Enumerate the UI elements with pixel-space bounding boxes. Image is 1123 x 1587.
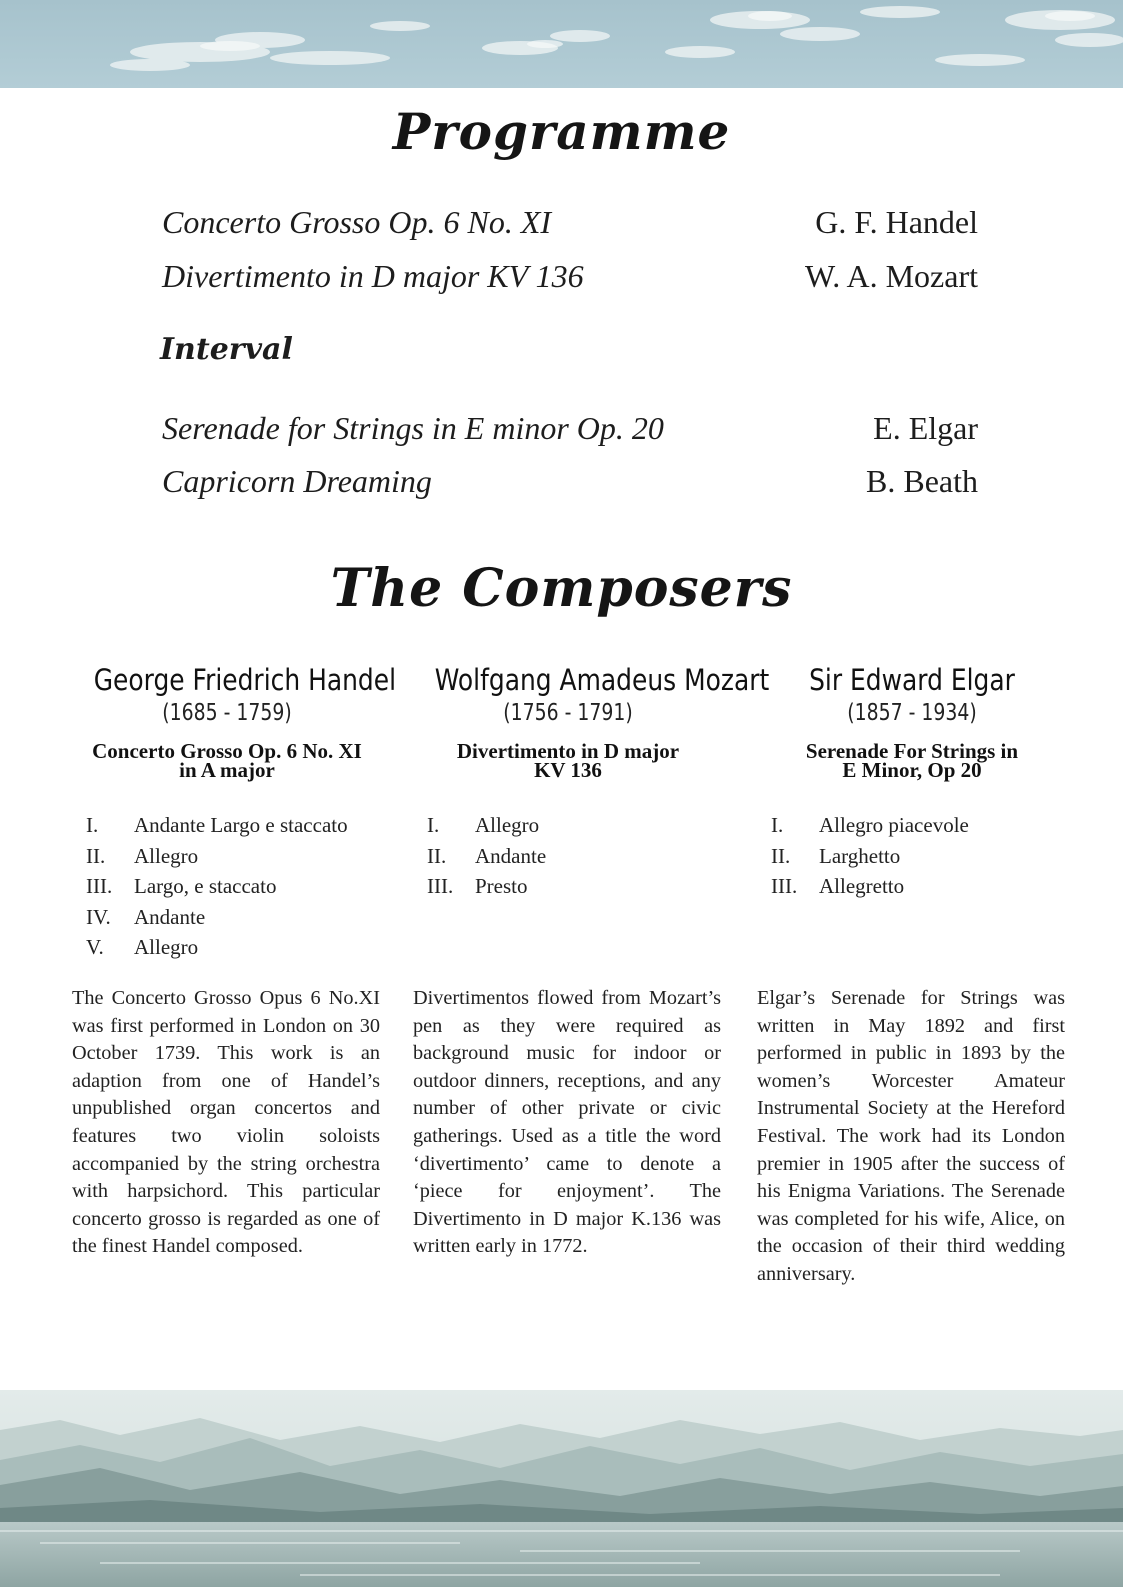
programme-work: Concerto Grosso Op. 6 No. XI xyxy=(162,204,552,240)
composer-description: Divertimentos flowed from Mozart’s pen as they were required as background music for indoor or outdoor dinners, receptions, and any number of other private or civic gatherings. Used as a title the word ‘divertimento’ came to denote a ‘piece for enjoyment’. The Divertimento in D major K.136 was written early in 1772. xyxy=(413,987,721,1258)
work-title xyxy=(413,739,723,782)
movement-title: Largo, e staccato xyxy=(134,874,277,898)
movement-item xyxy=(427,810,723,841)
movement-list xyxy=(757,810,1067,902)
movement-title: Presto xyxy=(475,874,528,898)
composer-dates: (1685 - 1759) xyxy=(162,700,292,726)
movement-title: Allegro xyxy=(134,935,199,959)
work-title xyxy=(72,739,382,782)
composer-dates: (1857 - 1934) xyxy=(847,700,977,726)
movement-list xyxy=(413,810,723,902)
programme-title: Programme xyxy=(392,102,731,161)
programme-composer: B. Beath xyxy=(866,463,978,499)
composer-column-mozart xyxy=(413,662,770,902)
movement-list xyxy=(72,810,382,963)
movement-number: IV. xyxy=(86,904,111,929)
composers-title: The Composers xyxy=(330,558,793,619)
movement-item xyxy=(771,841,1067,872)
movement-item xyxy=(86,932,382,963)
programme-item xyxy=(162,410,978,450)
composer-description: Elgar’s Serenade for Strings was written in May 1892 and first performed in public in 1893 by the women’s Worcester Amateur Instrumental Society at the Hereford Festival. The work had its London premier in 1905 after the success of his Enigma Variations. The Serenade was completed for his wife, Alice, on the occasion of their third wedding anniversary. xyxy=(757,987,1065,1285)
movement-number: III. xyxy=(427,874,454,898)
movement-item xyxy=(427,871,723,902)
movement-item xyxy=(86,902,382,933)
programme-work: Serenade for Strings in E minor Op. 20 xyxy=(162,410,664,446)
movement-number: III. xyxy=(771,874,798,898)
programme-item xyxy=(162,258,978,298)
work-title-line: Divertimento in D major xyxy=(456,739,680,763)
sky-header-image xyxy=(0,0,1123,88)
interval-label: Interval xyxy=(160,332,293,367)
programme-work: Divertimento in D major KV 136 xyxy=(162,258,584,294)
movement-title: Allegro piacevole xyxy=(819,813,969,837)
movement-item xyxy=(771,871,1067,902)
movement-item xyxy=(86,841,382,872)
movement-item xyxy=(86,810,382,841)
composer-column-elgar xyxy=(757,662,1067,902)
work-title-line: Serenade For Strings in xyxy=(805,739,1019,763)
programme-composer: G. F. Handel xyxy=(815,204,978,240)
programme-item xyxy=(162,463,978,503)
movement-item xyxy=(86,871,382,902)
movement-title: Allegro xyxy=(134,843,199,868)
composer-name: Sir Edward Elgar xyxy=(809,663,1015,697)
composer-column-handel xyxy=(72,662,397,963)
movement-title: Andante Largo e staccato xyxy=(134,813,348,837)
movement-number: V. xyxy=(86,935,104,959)
work-title-line: E Minor, Op 20 xyxy=(842,758,982,782)
movement-number: I. xyxy=(771,813,784,837)
composer-name: Wolfgang Amadeus Mozart xyxy=(434,663,770,697)
movement-number: I. xyxy=(86,813,99,837)
movement-number: II. xyxy=(427,843,447,868)
work-title-line: in A major xyxy=(179,758,275,782)
work-title-line: Concerto Grosso Op. 6 No. XI xyxy=(92,739,362,763)
mountain-lake-footer-image xyxy=(0,1390,1123,1587)
programme-work: Capricorn Dreaming xyxy=(162,463,432,499)
programme-item xyxy=(162,204,978,244)
movement-title: Allegretto xyxy=(819,874,905,898)
movement-title: Andante xyxy=(475,843,547,868)
movement-number: III. xyxy=(86,874,113,898)
movement-number: I. xyxy=(427,813,440,837)
movement-number: II. xyxy=(86,843,106,868)
composer-dates: (1756 - 1791) xyxy=(503,700,633,726)
composer-name: George Friedrich Handel xyxy=(93,663,397,697)
movement-item xyxy=(427,841,723,872)
movement-item xyxy=(771,810,1067,841)
programme-composer: W. A. Mozart xyxy=(804,258,978,294)
composer-description: The Concerto Grosso Opus 6 No.XI was first performed in London on 30 October 1739. This work is an adaption from one of Handel’s unpublished organ concertos and features two violin soloists accompanied by the string orchestra with harpsichord. This particular concerto grosso is regarded as one of the finest Handel composed. xyxy=(72,987,380,1258)
work-title xyxy=(757,739,1067,782)
programme-composer: E. Elgar xyxy=(873,410,978,446)
work-title-line: KV 136 xyxy=(534,758,602,782)
movement-number: II. xyxy=(771,843,791,868)
movement-title: Andante xyxy=(134,904,206,929)
movement-title: Allegro xyxy=(475,813,540,837)
movement-title: Larghetto xyxy=(819,843,901,868)
